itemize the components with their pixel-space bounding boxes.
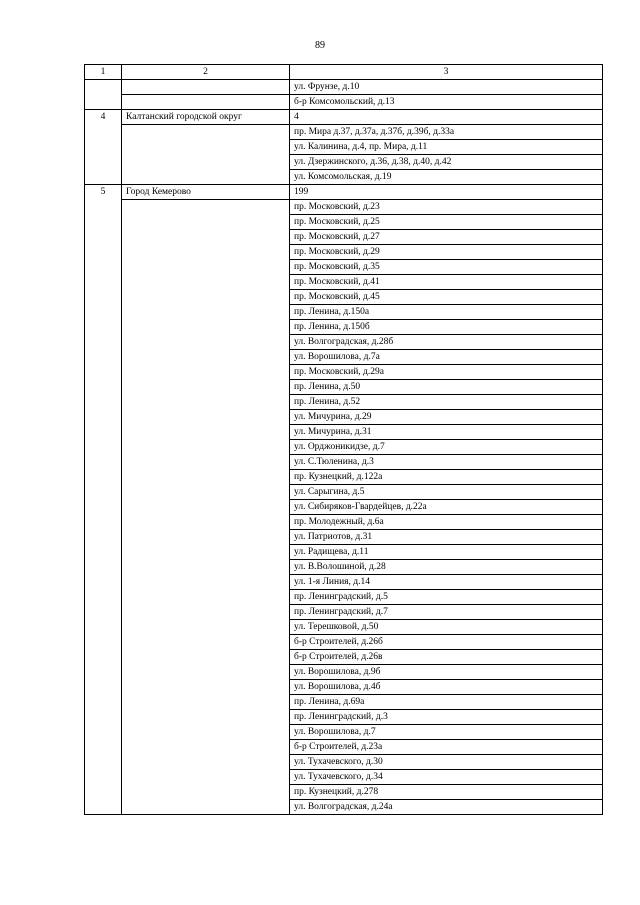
municipality-empty-cell (122, 95, 290, 110)
row-number-cell: 5 (85, 185, 122, 815)
row-number-cell: 4 (85, 110, 122, 185)
address-cell: пр. Московский, д.29 (290, 245, 603, 260)
address-cell: ул. Тухачевского, д.30 (290, 755, 603, 770)
address-cell: пр. Московский, д.45 (290, 290, 603, 305)
municipality-empty-cell (122, 200, 290, 815)
address-cell: ул. Терешковой, д.50 (290, 620, 603, 635)
address-cell: б-р Строителей, д.26б (290, 635, 603, 650)
address-cell: пр. Ленина, д.50 (290, 380, 603, 395)
address-cell: ул. Ворошилова, д.4б (290, 680, 603, 695)
header-cell-1: 1 (85, 65, 122, 80)
address-cell: пр. Ленина, д.150б (290, 320, 603, 335)
address-cell: б-р Строителей, д.23а (290, 740, 603, 755)
address-cell: пр. Ленина, д.52 (290, 395, 603, 410)
address-cell: ул. Мичурина, д.31 (290, 425, 603, 440)
address-cell: ул. Тухачевского, д.34 (290, 770, 603, 785)
addresses-table (84, 64, 603, 815)
address-cell: пр. Кузнецкий, д.278 (290, 785, 603, 800)
header-cell-2: 2 (122, 65, 290, 80)
table-row (85, 80, 603, 95)
address-cell: ул. Ворошилова, д.7а (290, 350, 603, 365)
address-cell: ул. Сарыгина, д.5 (290, 485, 603, 500)
table-row (85, 125, 603, 140)
address-cell: ул. Сибиряков-Гвардейцев, д.22а (290, 500, 603, 515)
address-cell: ул. Патриотов, д.31 (290, 530, 603, 545)
address-cell: ул. В.Волошиной, д.28 (290, 560, 603, 575)
address-cell: ул. Фрунзе, д.10 (290, 80, 603, 95)
address-cell: ул. Комсомольская, д.19 (290, 170, 603, 185)
table-row (85, 95, 603, 110)
page-number: 89 (315, 40, 325, 51)
table-body (85, 65, 603, 815)
address-cell: пр. Московский, д.23 (290, 200, 603, 215)
municipality-name-cell (122, 80, 290, 95)
address-cell: пр. Московский, д.29а (290, 365, 603, 380)
address-cell: пр. Московский, д.27 (290, 230, 603, 245)
municipality-name-cell: Город Кемерово (122, 185, 290, 200)
address-cell: 4 (290, 110, 603, 125)
address-cell: б-р Строителей, д.26в (290, 650, 603, 665)
address-cell: ул. Ворошилова, д.9б (290, 665, 603, 680)
address-cell: ул. 1-я Линия, д.14 (290, 575, 603, 590)
address-cell: пр. Московский, д.35 (290, 260, 603, 275)
address-cell: ул. Ворошилова, д.7 (290, 725, 603, 740)
address-cell: ул. Волгоградская, д.28б (290, 335, 603, 350)
address-cell: пр. Ленина, д.69а (290, 695, 603, 710)
address-cell: б-р Комсомольский, д.13 (290, 95, 603, 110)
municipality-name-cell: Калтанский городской округ (122, 110, 290, 125)
address-cell: ул. Волгоградская, д.24а (290, 800, 603, 815)
address-cell: ул. Калинина, д.4, пр. Мира, д.11 (290, 140, 603, 155)
address-cell: пр. Московский, д.41 (290, 275, 603, 290)
address-cell: пр. Ленинградский, д.7 (290, 605, 603, 620)
address-cell: пр. Мира д.37, д.37а, д.37б, д.39б, д.33а (290, 125, 603, 140)
address-cell: пр. Московский, д.25 (290, 215, 603, 230)
address-cell: ул. Дзержинского, д.36, д.38, д.40, д.42 (290, 155, 603, 170)
row-number-cell (85, 80, 122, 110)
header-row (85, 65, 603, 80)
address-cell: пр. Ленина, д.150а (290, 305, 603, 320)
address-cell: ул. Радищева, д.11 (290, 545, 603, 560)
address-cell: ул. Орджоникидзе, д.7 (290, 440, 603, 455)
table-row (85, 200, 603, 215)
municipality-empty-cell (122, 125, 290, 185)
address-cell: пр. Молодежный, д.6а (290, 515, 603, 530)
address-cell: пр. Ленинградский, д.3 (290, 710, 603, 725)
address-cell: ул. Мичурина, д.29 (290, 410, 603, 425)
header-cell-3: 3 (290, 65, 603, 80)
address-cell: ул. С.Тюленина, д.3 (290, 455, 603, 470)
table-row (85, 185, 603, 200)
address-cell: пр. Кузнецкий, д.122а (290, 470, 603, 485)
table-row (85, 110, 603, 125)
address-cell: пр. Ленинградский, д.5 (290, 590, 603, 605)
address-cell: 199 (290, 185, 603, 200)
